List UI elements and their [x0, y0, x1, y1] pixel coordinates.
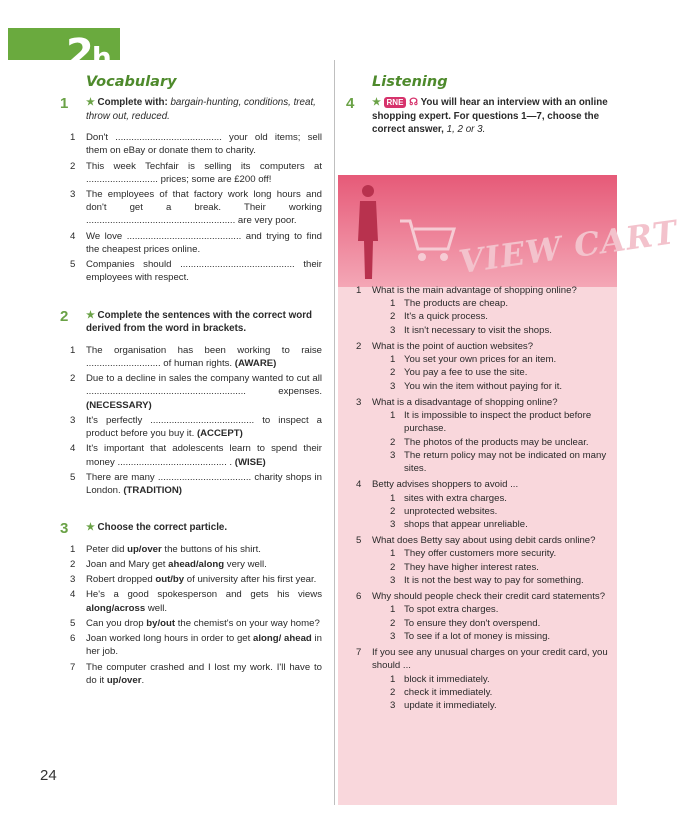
view-cart-banner	[338, 175, 680, 287]
list-item: 5 Companies should ........................................... their employees with respect.	[70, 259, 322, 284]
list-item: 4 He's a good spokesperson and gets his views along/across well.	[70, 589, 322, 614]
listening-column	[346, 72, 608, 145]
vocabulary-column	[60, 72, 322, 689]
question-2: 2 What is the point of auction websites? 1 You set your own prices for an item. 2 You pay a fee to use the site. 3 You win the item without paying for it.	[356, 340, 608, 393]
answer-option[interactable]: 1 sites with extra charges.	[390, 492, 507, 504]
answer-option[interactable]: 2 It's a quick process.	[390, 311, 488, 323]
list-item: 4 It's important that adolescents learn to spend their money ......................................... . (WISE)	[70, 443, 322, 468]
list-item: 5 Can you drop by/out the chemist's on your way home?	[70, 617, 320, 629]
list-item: 1 Peter did up/over the buttons of his shirt.	[70, 543, 261, 555]
exercise-number: 4	[346, 95, 355, 112]
list-item: 3 The employees of that factory work long hours and don't get a break. Their working ........................................................ are very poor.	[70, 188, 322, 227]
answer-option[interactable]: 2 You pay a fee to use the site.	[390, 367, 528, 379]
star-icon: ★	[86, 522, 95, 534]
answer-option[interactable]: 2 They have higher interest rates.	[390, 561, 539, 573]
answer-option[interactable]: 1 The products are cheap.	[390, 298, 508, 310]
exercise-4-instruction: 4 ★ RNE ☊ You will hear an interview with an online shopping expert. For questions 1—7, choose the correct answer, 1, 2 or 3.	[346, 95, 608, 136]
answer-option[interactable]: 1 They offer customers more security.	[390, 548, 557, 560]
list-item: 1 The organisation has been working to raise ............................ of human rights. (AWARE)	[70, 344, 322, 369]
answer-option[interactable]: 3 It is not the best way to pay for something.	[390, 574, 584, 586]
list-item: 2 Due to a decline in sales the company wanted to cut all ............................................................ expenses. (NECESSARY)	[70, 373, 322, 411]
answer-option[interactable]: 1 block it immediately.	[390, 673, 490, 685]
question-4: 4 Betty advises shoppers to avoid ... 1 sites with extra charges. 2 unprotected websites. 3 shops that appear unreliable.	[356, 478, 608, 531]
listening-title: Listening	[372, 74, 448, 90]
star-icon: ★	[86, 309, 95, 321]
question-3: 3 What is a disadvantage of shopping online? 1 It is impossible to inspect the product before purchase. 2 The photos of the products may be unclear. 3 The return policy may not be indicated on many sites.	[356, 396, 607, 475]
list-item: 6 Joan worked long hours in order to get along/ ahead in her job.	[70, 633, 322, 658]
answer-option[interactable]: 2 unprotected websites.	[390, 505, 498, 517]
star-icon: ★	[372, 97, 381, 108]
answer-option[interactable]: 3 To see if a lot of money is missing.	[390, 630, 551, 642]
vocabulary-title: Vocabulary	[86, 74, 177, 90]
answer-option[interactable]: 1 To spot extra charges.	[390, 604, 499, 616]
answer-option[interactable]: 3 shops that appear unreliable.	[390, 518, 528, 530]
list-item: 2 Joan and Mary get ahead/along very well.	[70, 558, 267, 570]
unit-number: 2h	[66, 31, 112, 77]
question-1: 1 What is the main advantage of shopping online? 1 The products are cheap. 2 It's a quick process. 3 It isn't necessary to visit the shops.	[356, 284, 608, 337]
view-cart-text: VIEW CART	[456, 212, 680, 282]
answer-option[interactable]: 1 You set your own prices for an item.	[390, 354, 557, 366]
rne-badge: RNE	[384, 97, 407, 108]
page-number: 24	[40, 767, 57, 784]
list-item: 7 The computer crashed and I lost my work. I'll have to do it up/over.	[70, 661, 322, 686]
answer-option[interactable]: 2 check it immediately.	[390, 686, 493, 698]
answer-option[interactable]: 3 update it immediately.	[390, 700, 497, 712]
exercise-2-instruction: 2 ★ Complete the sentences with the correct word derived from the word in brackets.	[60, 307, 313, 335]
list-item: 4 We love ........................................... and trying to find the cheapest prices online.	[70, 230, 322, 255]
answer-option[interactable]: 2 The photos of the products may be unclear.	[390, 436, 589, 448]
list-item: 3 Robert dropped out/by of university after his first year.	[70, 574, 317, 586]
answer-option[interactable]: 1 It is impossible to inspect the product before purchase.	[390, 410, 592, 435]
exercise-number: 2	[60, 307, 69, 325]
headphones-icon: ☊	[409, 97, 419, 108]
column-divider	[334, 60, 335, 805]
exercise-number: 1	[60, 95, 69, 112]
unit-tab	[8, 28, 120, 77]
answer-option[interactable]: 3 You win the item without paying for it.	[390, 380, 563, 392]
answer-option[interactable]: 3 It isn't necessary to visit the shops.	[390, 324, 552, 336]
question-7: 7 If you see any unusual charges on your credit card, you should ... 1 block it immediately. 2 check it immediately. 3 update it immediately.	[356, 647, 608, 712]
answer-option[interactable]: 3 The return policy may not be indicated on many sites.	[390, 449, 607, 475]
exercise-number: 3	[60, 520, 69, 538]
question-5: 5 What does Betty say about using debit cards online? 1 They offer customers more security. 2 They have higher interest rates. 3 It is not the best way to pay for something.	[356, 534, 608, 587]
star-icon: ★	[86, 97, 95, 108]
shopper-silhouette-icon	[356, 181, 380, 281]
shopping-cart-icon	[398, 215, 458, 265]
listening-questions	[356, 284, 608, 715]
list-item: 1 Don't ........................................ your old items; sell them on eBay or donate them to charity.	[70, 132, 322, 157]
list-item: 2 This week Techfair is selling its computers at ........................... prices; some are £200 off!	[70, 160, 322, 185]
answer-option[interactable]: 2 To ensure they don't overspend.	[390, 617, 541, 629]
exercise-1-instruction: 1 ★ Complete with: bargain-hunting, conditions, treat, throw out, reduced.	[60, 95, 316, 122]
question-6: 6 Why should people check their credit card statements? 1 To spot extra charges. 2 To ensure they don't overspend. 3 To see if a lot of money is missing.	[356, 590, 608, 643]
list-item: 5 There are many ................................... charity shops in London. (TRADITION)	[70, 471, 322, 496]
exercise-3-instruction: 3 ★ Choose the correct particle.	[60, 521, 322, 535]
list-item: 3 It's perfectly ....................................... to inspect a product before you buy it. (ACCEPT)	[70, 414, 322, 440]
